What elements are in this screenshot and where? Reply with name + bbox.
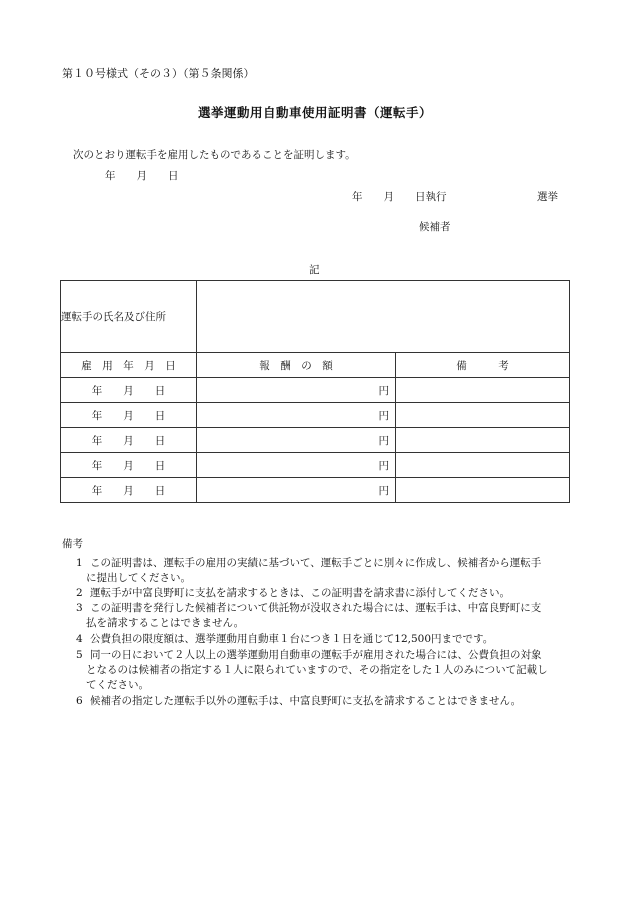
employment-date-field[interactable]: [61, 428, 197, 453]
note-text-continued: てください。: [86, 679, 149, 691]
date-placeholder: 年 月 日: [91, 384, 166, 397]
certification-statement: 次のとおり運転手を雇用したものであることを証明します。: [73, 149, 356, 161]
note-number: 2: [76, 587, 83, 599]
note-text-continued: となるのは候補者の指定する１人に限られていますので、その指定をした１人のみについて記載し: [86, 664, 548, 676]
date-placeholder: 年 月 日: [91, 484, 166, 497]
table-row: [61, 403, 570, 428]
note-item: [76, 586, 570, 601]
note-text: 運転手が中富良野町に支払を請求するときは、この証明書を請求書に添付してください。: [90, 587, 510, 599]
note-text: 候補者の指定した運転手以外の運転手は、中富良野町に支払を請求することはできません。: [90, 695, 522, 707]
note-text-continued: 払を請求することはできません。: [86, 617, 245, 629]
column-header-employment-date: 雇 用 年 月 日: [61, 353, 197, 378]
driver-name-address-label: 運転手の氏名及び住所: [61, 281, 197, 353]
note-number: 4: [76, 633, 83, 645]
table-header-row: [61, 353, 570, 378]
notes-heading: 備考: [62, 538, 83, 550]
ki-label: 記: [309, 264, 320, 276]
driver-row: [61, 281, 570, 353]
date-placeholder: 年 月 日: [91, 409, 166, 422]
column-header-remarks: 備 考: [396, 353, 570, 378]
remuneration-field[interactable]: [197, 453, 396, 478]
currency-label: 円: [378, 409, 389, 422]
currency-label: 円: [378, 484, 389, 497]
remarks-field[interactable]: [396, 478, 570, 503]
driver-name-address-field[interactable]: [197, 281, 570, 353]
remuneration-field[interactable]: [197, 478, 396, 503]
currency-label: 円: [378, 434, 389, 447]
note-item: [76, 632, 570, 647]
note-item: [76, 556, 570, 586]
election-date: 年 月 日執行: [352, 191, 447, 203]
table-row: [61, 428, 570, 453]
document-title: 選挙運動用自動車使用証明書（運転手）: [197, 105, 432, 120]
note-item: [76, 648, 570, 693]
employment-date-field[interactable]: [61, 403, 197, 428]
remarks-field[interactable]: [396, 453, 570, 478]
remarks-field[interactable]: [396, 403, 570, 428]
note-text: この証明書は、運転手の雇用の実績に基づいて、運転手ごとに別々に作成し、候補者から運転手: [90, 557, 542, 569]
remuneration-field[interactable]: [197, 378, 396, 403]
table-row: [61, 378, 570, 403]
remuneration-field[interactable]: [197, 403, 396, 428]
remarks-field[interactable]: [396, 378, 570, 403]
issue-date: 年 月 日: [105, 170, 179, 182]
date-placeholder: 年 月 日: [91, 434, 166, 447]
employment-date-field[interactable]: [61, 378, 197, 403]
employment-date-field[interactable]: [61, 453, 197, 478]
remuneration-field[interactable]: [197, 428, 396, 453]
note-text-continued: に提出してください。: [86, 572, 191, 584]
note-item: [76, 694, 570, 709]
table-row: [61, 453, 570, 478]
candidate-label: 候補者: [419, 221, 451, 233]
certificate-table: [60, 280, 570, 503]
form-number: 第１０号様式（その３）（第５条関係）: [62, 67, 255, 80]
note-number: 5: [76, 649, 83, 661]
note-text: 公費負担の限度額は、選挙運動用自動車１台につき１日を通じて12,500円までです。: [90, 633, 494, 645]
remarks-field[interactable]: [396, 428, 570, 453]
note-number: 3: [76, 602, 83, 614]
employment-date-field[interactable]: [61, 478, 197, 503]
note-number: 6: [76, 695, 83, 707]
note-item: [76, 601, 570, 631]
currency-label: 円: [378, 459, 389, 472]
note-text: 同一の日において２人以上の選挙運動用自動車の運転手が雇用された場合には、公費負担の対象: [90, 649, 542, 661]
election-label: 選挙: [537, 191, 558, 203]
table-row: [61, 478, 570, 503]
note-number: 1: [76, 557, 83, 569]
currency-label: 円: [378, 384, 389, 397]
note-text: この証明書を発行した候補者について供託物が没収された場合には、運転手は、中富良野町に支: [90, 602, 542, 614]
date-placeholder: 年 月 日: [91, 459, 166, 472]
column-header-remuneration: 報 酬 の 額: [197, 353, 396, 378]
